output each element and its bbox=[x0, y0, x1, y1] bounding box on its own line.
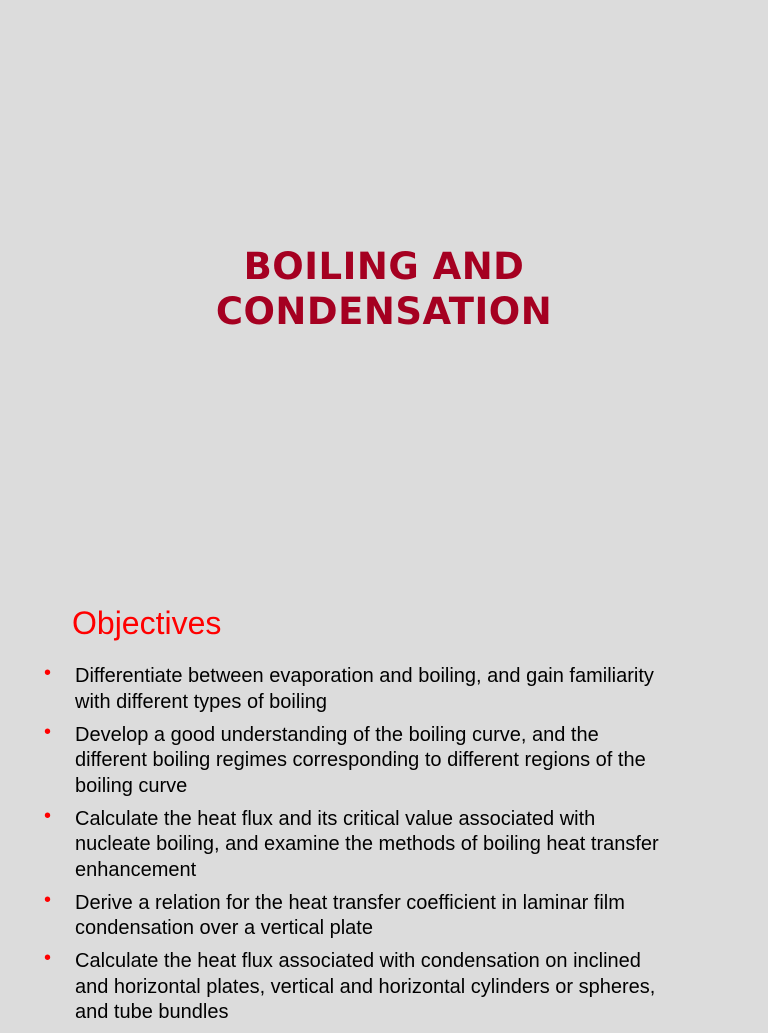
objective-item bbox=[0, 888, 768, 942]
slide-title-line-1: BOILING AND bbox=[243, 245, 525, 288]
objectives-heading: Objectives bbox=[72, 605, 222, 641]
bullet-icon: • bbox=[44, 804, 52, 827]
objective-text: Calculate the heat flux associated with condensation on inclined and horizontal plates, vertical and horizontal cylinders or spheres, and tube bundles bbox=[75, 950, 656, 1023]
slide-title bbox=[0, 244, 768, 334]
objective-text: Calculate the heat flux and its critical value associated with nucleate boiling, and examine the methods of boiling heat transfer enhancement bbox=[75, 807, 659, 881]
bullet-icon: • bbox=[44, 720, 52, 743]
objective-item bbox=[0, 804, 768, 884]
objective-item bbox=[0, 949, 768, 1026]
bullet-icon: • bbox=[44, 947, 52, 969]
slide-title-line-2: CONDENSATION bbox=[215, 290, 553, 333]
objectives-list bbox=[0, 664, 768, 1033]
objective-text: Derive a relation for the heat transfer coefficient in laminar film condensation over a vertical plate bbox=[75, 891, 625, 939]
objective-text: Develop a good understanding of the boiling curve, and the different boiling regimes corresponding to different regions of the boiling curve bbox=[75, 723, 646, 797]
objective-item bbox=[0, 720, 768, 800]
bullet-icon: • bbox=[44, 662, 52, 684]
bullet-icon: • bbox=[44, 888, 52, 911]
objective-item bbox=[0, 664, 768, 715]
objective-text: Differentiate between evaporation and boiling, and gain familiarity with different types of boiling bbox=[75, 665, 654, 713]
